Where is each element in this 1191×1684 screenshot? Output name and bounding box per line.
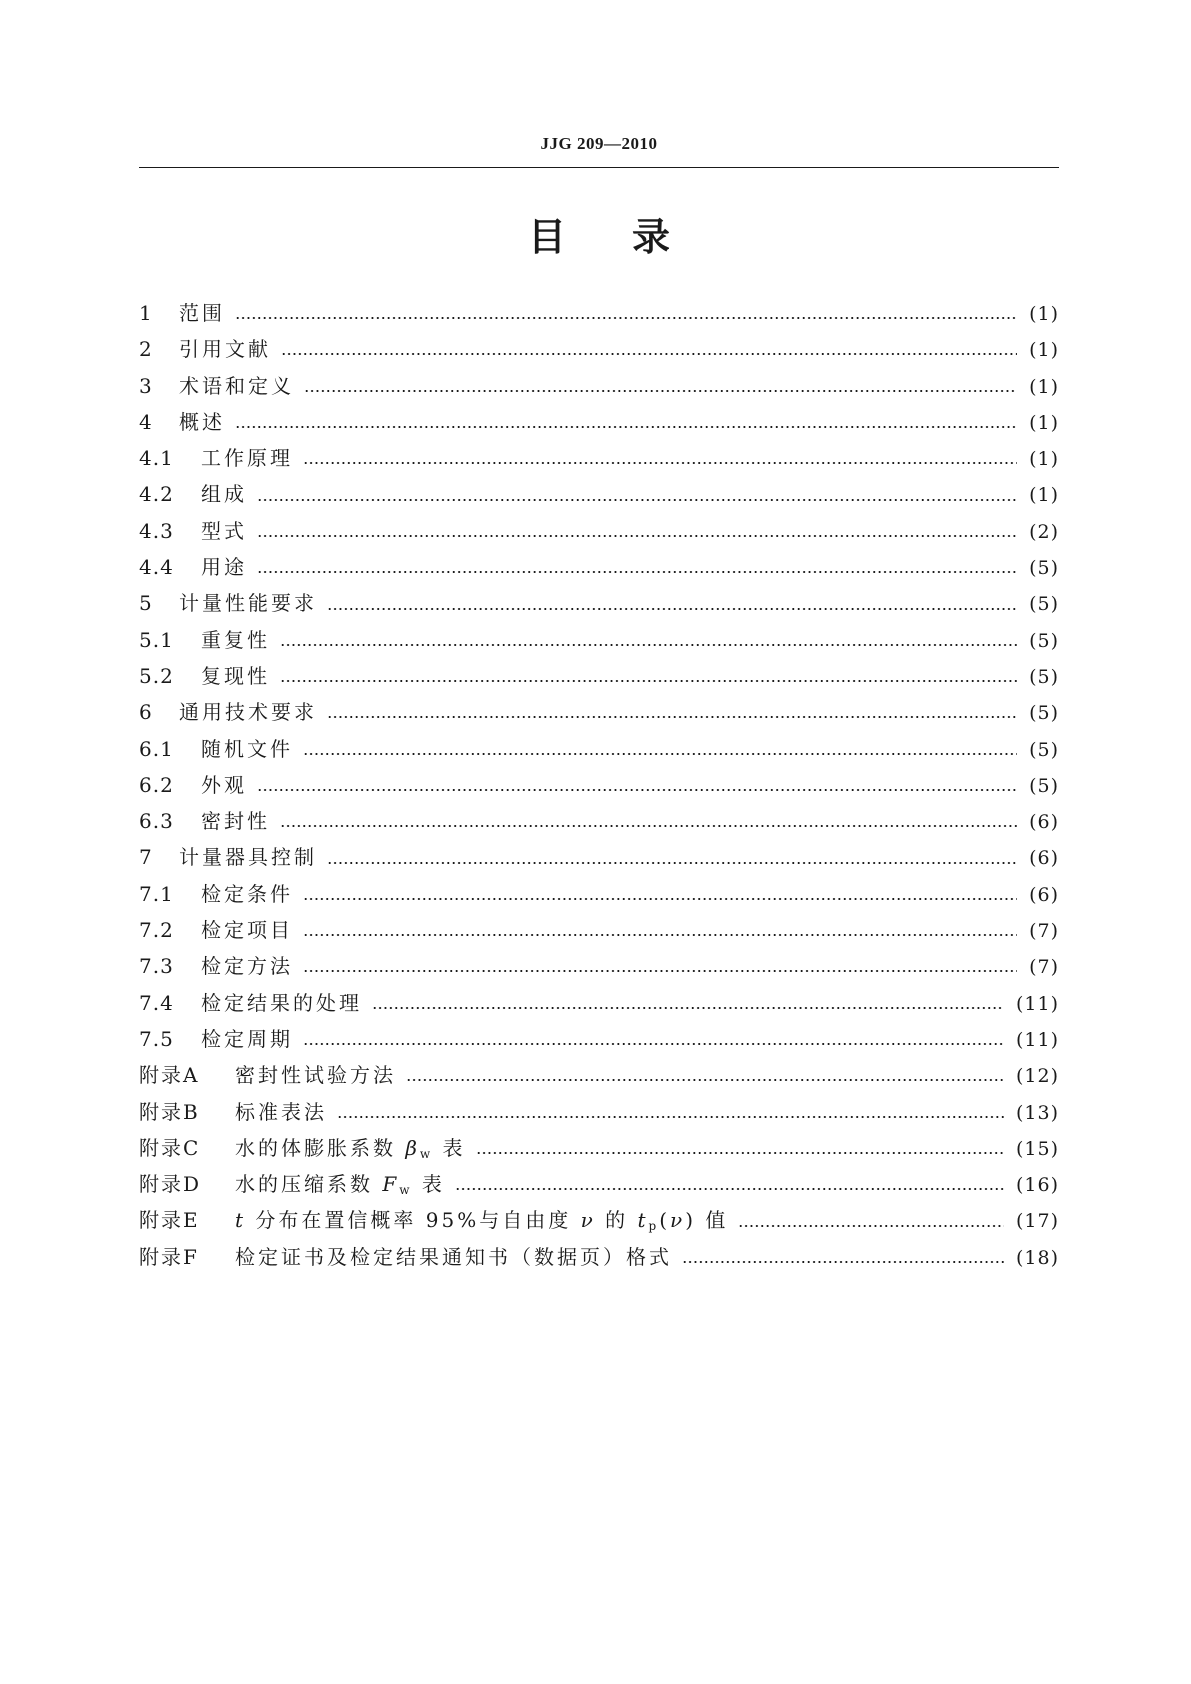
leader-dots (280, 643, 1017, 647)
page-title (139, 212, 1059, 262)
toc-page: (5) (1029, 665, 1059, 688)
toc-label: 外观 (201, 772, 247, 797)
leader-dots (257, 570, 1017, 574)
toc-entry-4-2[interactable] (139, 478, 1059, 514)
toc-page: (7) (1029, 956, 1059, 979)
toc-entry-appendix-b[interactable] (139, 1096, 1059, 1132)
toc-entry-7-2[interactable] (139, 914, 1059, 950)
toc-label: 重复性 (201, 627, 270, 652)
toc-number: 6.2 (139, 772, 174, 797)
toc-label: 密封性 (201, 809, 270, 834)
toc-label (235, 1132, 476, 1161)
toc-page: (5) (1029, 738, 1059, 761)
leader-dots (304, 389, 1017, 393)
toc-page: (1) (1029, 339, 1059, 362)
leader-dots (372, 1006, 1004, 1010)
toc-page: (2) (1029, 520, 1059, 543)
toc-entry-4-1[interactable] (139, 442, 1059, 478)
toc-label: 检定结果的处理 (201, 990, 362, 1015)
toc-number: 7.5 (139, 1026, 174, 1051)
leader-dots (303, 752, 1017, 756)
toc-entry-5-1[interactable] (139, 624, 1059, 660)
toc-number: 4.1 (139, 446, 174, 471)
toc-label: 随机文件 (201, 736, 293, 761)
toc-number: 3 (139, 373, 153, 398)
label-text: 水的压缩系数 (235, 1172, 383, 1197)
toc-page: (5) (1029, 629, 1059, 652)
toc-label: 用途 (201, 555, 247, 580)
toc-number: 附录C (139, 1135, 201, 1160)
toc-entry-7-1[interactable] (139, 878, 1059, 914)
toc-entry-4-4[interactable] (139, 551, 1059, 587)
toc-number: 7 (139, 845, 153, 870)
nu-symbol: ν (670, 1208, 686, 1233)
toc-label: 检定项目 (201, 918, 293, 943)
leader-dots (476, 1151, 1004, 1155)
toc-page: (16) (1015, 1174, 1059, 1197)
toc-entry-7-4[interactable] (139, 987, 1059, 1023)
toc-page: (5) (1029, 774, 1059, 797)
toc-label: 工作原理 (201, 446, 293, 471)
toc-page: (1) (1029, 484, 1059, 507)
toc-label: 型式 (201, 518, 247, 543)
toc-number: 7.4 (139, 990, 174, 1015)
toc-number: 7.2 (139, 918, 174, 943)
toc-page: (1) (1029, 303, 1059, 325)
toc-page: (11) (1015, 992, 1059, 1015)
toc-label: 密封性试验方法 (235, 1063, 396, 1088)
toc-entry-3[interactable] (139, 370, 1059, 406)
toc-number: 附录E (139, 1208, 200, 1233)
toc-label (235, 1204, 738, 1233)
toc-label: 复现性 (201, 663, 270, 688)
toc-page: (6) (1029, 883, 1059, 906)
leader-dots (738, 1224, 1004, 1228)
toc-number: 附录A (139, 1063, 200, 1088)
toc-page: (5) (1029, 557, 1059, 580)
subscript-p: p (648, 1219, 660, 1234)
toc-page: (15) (1015, 1137, 1059, 1160)
toc-entry-4[interactable] (139, 406, 1059, 442)
toc-entry-7-5[interactable] (139, 1023, 1059, 1059)
toc-page: (12) (1015, 1065, 1059, 1088)
subscript-w: w (399, 1183, 413, 1198)
leader-dots (280, 679, 1017, 683)
toc-page: (5) (1029, 593, 1059, 616)
leader-dots (303, 897, 1017, 901)
toc-page: (1) (1029, 411, 1059, 434)
toc-page: (17) (1015, 1210, 1059, 1233)
toc-label: 范围 (179, 301, 225, 325)
toc-number: 7.1 (139, 881, 174, 906)
leader-dots (337, 1115, 1004, 1119)
toc-entry-7-3[interactable] (139, 950, 1059, 986)
toc-number: 6.3 (139, 809, 174, 834)
subscript-w: w (419, 1146, 434, 1161)
toc-number: 5 (139, 591, 153, 616)
toc-entry-appendix-f[interactable] (139, 1241, 1059, 1277)
leader-dots (257, 498, 1017, 502)
leader-dots (406, 1078, 1004, 1082)
toc-entry-appendix-e[interactable] (139, 1204, 1059, 1240)
table-of-contents (139, 297, 1059, 1277)
toc-label: 通用技术要求 (179, 700, 317, 725)
leader-dots (303, 969, 1017, 973)
toc-number: 4.3 (139, 518, 174, 543)
leader-dots (682, 1260, 1004, 1264)
toc-number: 4.4 (139, 555, 174, 580)
document-code-header: JJG 209—2010 (540, 134, 658, 153)
label-text: 水的体膨胀系数 (235, 1135, 406, 1160)
label-text: ) 值 (685, 1208, 729, 1233)
title-char-2: 录 (632, 215, 671, 259)
label-text: 表 (433, 1135, 466, 1160)
toc-page: (11) (1015, 1028, 1059, 1051)
leader-dots (235, 316, 1017, 320)
leader-dots (281, 352, 1017, 356)
toc-number: 1 (139, 301, 153, 325)
toc-label: 术语和定义 (179, 373, 294, 398)
title-char-1: 目 (527, 215, 566, 259)
toc-entry-appendix-a[interactable] (139, 1059, 1059, 1095)
toc-label: 计量器具控制 (179, 845, 317, 870)
toc-number: 5.2 (139, 663, 174, 688)
leader-dots (257, 788, 1017, 792)
toc-page: (6) (1029, 811, 1059, 834)
nu-symbol: ν (580, 1208, 596, 1233)
leader-dots (327, 861, 1017, 865)
label-text: 分布在置信概率 95%与自由度 (246, 1208, 581, 1233)
toc-number: 2 (139, 337, 153, 362)
toc-label: 标准表法 (235, 1099, 327, 1124)
t-symbol: t (235, 1208, 247, 1233)
toc-entry-7[interactable] (139, 841, 1059, 877)
toc-entry-6[interactable] (139, 696, 1059, 732)
leader-dots (257, 534, 1017, 538)
toc-entry-6-3[interactable] (139, 805, 1059, 841)
leader-dots (327, 715, 1017, 719)
toc-number: 附录D (139, 1172, 202, 1197)
toc-label: 引用文献 (179, 337, 271, 362)
toc-page: (18) (1015, 1246, 1059, 1269)
leader-dots (280, 824, 1017, 828)
toc-page: (1) (1029, 448, 1059, 471)
toc-page: (13) (1015, 1101, 1059, 1124)
toc-entry-6-2[interactable] (139, 769, 1059, 805)
toc-label: 检定证书及检定结果通知书（数据页）格式 (235, 1244, 672, 1269)
leader-dots (303, 1042, 1004, 1046)
label-text: 的 (595, 1208, 638, 1233)
toc-label: 检定方法 (201, 954, 293, 979)
leader-dots (235, 425, 1017, 429)
toc-entry-1[interactable] (139, 297, 1059, 333)
toc-page: (1) (1029, 375, 1059, 398)
toc-page: (5) (1029, 702, 1059, 725)
toc-number: 7.3 (139, 954, 174, 979)
toc-entry-5-2[interactable] (139, 660, 1059, 696)
header-rule (139, 167, 1059, 168)
toc-number: 4 (139, 409, 153, 434)
f-symbol: F (382, 1172, 400, 1197)
leader-dots (303, 461, 1017, 465)
toc-number: 6 (139, 700, 153, 725)
label-text: ( (659, 1208, 671, 1233)
toc-entry-appendix-d[interactable] (139, 1168, 1059, 1204)
t-symbol: t (637, 1208, 649, 1233)
leader-dots (303, 933, 1017, 937)
toc-page: (7) (1029, 920, 1059, 943)
toc-label: 组成 (201, 482, 247, 507)
beta-symbol: β (405, 1135, 420, 1160)
toc-number: 5.1 (139, 627, 174, 652)
toc-entry-6-1[interactable] (139, 733, 1059, 769)
label-text: 表 (412, 1172, 445, 1197)
toc-page: (6) (1029, 847, 1059, 870)
toc-label: 计量性能要求 (179, 591, 317, 616)
toc-label: 检定周期 (201, 1026, 293, 1051)
leader-dots (455, 1187, 1004, 1191)
toc-number: 附录F (139, 1244, 199, 1269)
toc-entry-4-3[interactable] (139, 515, 1059, 551)
leader-dots (327, 607, 1017, 611)
toc-entry-appendix-c[interactable] (139, 1132, 1059, 1168)
toc-number: 4.2 (139, 482, 174, 507)
toc-label: 概述 (179, 409, 225, 434)
toc-entry-2[interactable] (139, 333, 1059, 369)
toc-label (235, 1168, 455, 1197)
toc-number: 附录B (139, 1099, 200, 1124)
toc-label: 检定条件 (201, 881, 293, 906)
toc-entry-5[interactable] (139, 587, 1059, 623)
toc-number: 6.1 (139, 736, 174, 761)
